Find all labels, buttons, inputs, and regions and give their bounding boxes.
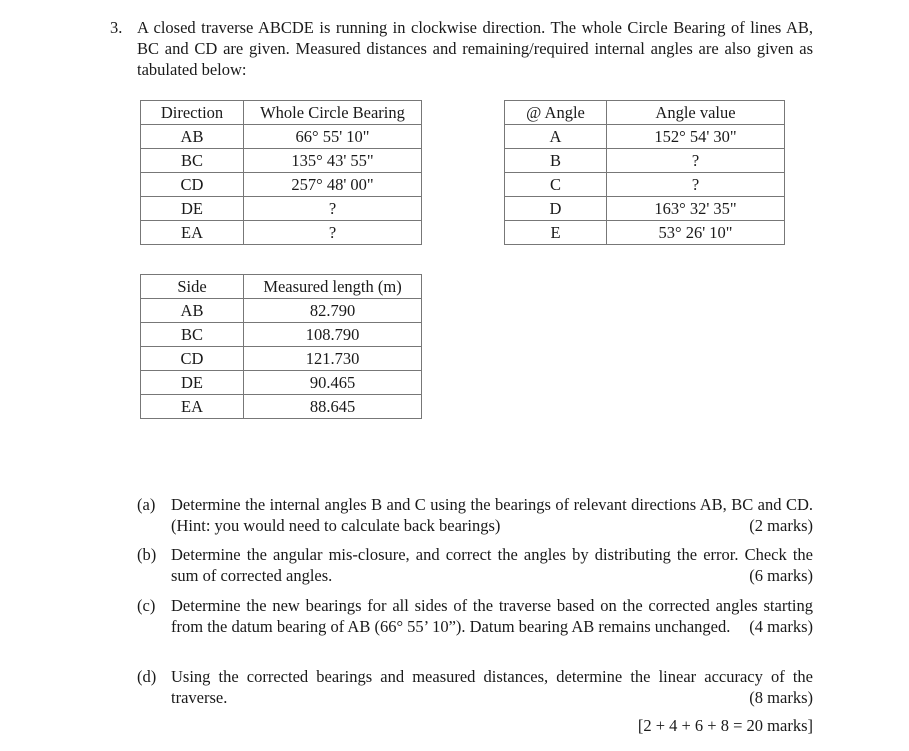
table-cell: 152° 54' 30" — [607, 125, 785, 149]
column-header: @ Angle — [505, 101, 607, 125]
table-cell: E — [505, 221, 607, 245]
table-cell: A — [505, 125, 607, 149]
table-row — [505, 173, 785, 197]
table-cell: ? — [244, 221, 422, 245]
table-cell: 108.790 — [244, 323, 422, 347]
part-label: (c) — [137, 596, 156, 615]
part-text: Using the corrected bearings and measured distances, determine the linear accuracy of the traverse. — [171, 667, 813, 707]
table-cell: AB — [141, 299, 244, 323]
table-cell: ? — [244, 197, 422, 221]
table-cell: 135° 43' 55" — [244, 149, 422, 173]
part-text-block — [171, 544, 813, 586]
table-row — [141, 221, 422, 245]
table-row — [141, 371, 422, 395]
table-cell: CD — [141, 173, 244, 197]
part-label: (d) — [137, 667, 157, 686]
table-row — [141, 347, 422, 371]
table-cell: 90.465 — [244, 371, 422, 395]
angle-table — [504, 100, 785, 245]
table-cell: 82.790 — [244, 299, 422, 323]
part-text: Determine the new bearings for all sides of the traverse based on the corrected angles starting from the datum bearing of AB (66° 55’ 10”). Datum bearing AB remains unchanged. — [171, 596, 813, 636]
column-header: Side — [141, 275, 244, 299]
table-cell: ? — [607, 149, 785, 173]
part-label: (a) — [137, 495, 156, 514]
table-cell: BC — [141, 149, 244, 173]
table-cell: BC — [141, 323, 244, 347]
table-row — [141, 125, 422, 149]
table-row — [141, 299, 422, 323]
column-header: Whole Circle Bearing — [244, 101, 422, 125]
table-cell: ? — [607, 173, 785, 197]
part-marks: (8 marks) — [749, 688, 813, 707]
part-marks: (4 marks) — [749, 617, 813, 636]
part-text: Determine the angular mis-closure, and correct the angles by distributing the error. Check the sum of corrected angles. — [171, 545, 813, 585]
bearing-table — [140, 100, 422, 245]
table-row — [505, 125, 785, 149]
table-cell: DE — [141, 371, 244, 395]
table-cell: 66° 55' 10" — [244, 125, 422, 149]
table-cell: 88.645 — [244, 395, 422, 419]
length-table — [140, 274, 422, 419]
part-text-block — [171, 595, 813, 637]
part-text: Determine the internal angles B and C using the bearings of relevant directions AB, BC and CD. (Hint: you would need to calculate back bearings) — [171, 495, 813, 535]
table-row — [141, 149, 422, 173]
table-header-row — [141, 275, 422, 299]
table-cell: AB — [141, 125, 244, 149]
table-row — [505, 197, 785, 221]
total-marks: [2 + 4 + 6 + 8 = 20 marks] — [637, 716, 813, 735]
column-header: Direction — [141, 101, 244, 125]
table-cell: EA — [141, 395, 244, 419]
table-cell: B — [505, 149, 607, 173]
table-row — [141, 323, 422, 347]
table-cell: 163° 32' 35" — [607, 197, 785, 221]
table-row — [141, 395, 422, 419]
part-label: (b) — [137, 545, 157, 564]
column-header: Angle value — [607, 101, 785, 125]
question-number: 3. — [110, 18, 123, 37]
table-row — [505, 221, 785, 245]
table-cell: DE — [141, 197, 244, 221]
table-header-row — [505, 101, 785, 125]
part-marks: (6 marks) — [749, 566, 813, 585]
table-row — [505, 149, 785, 173]
table-row — [141, 197, 422, 221]
table-cell: 121.730 — [244, 347, 422, 371]
table-cell: CD — [141, 347, 244, 371]
table-cell: 257° 48' 00" — [244, 173, 422, 197]
part-marks: (2 marks) — [749, 516, 813, 535]
table-cell: EA — [141, 221, 244, 245]
table-cell: C — [505, 173, 607, 197]
table-header-row — [141, 101, 422, 125]
table-cell: 53° 26' 10" — [607, 221, 785, 245]
table-row — [141, 173, 422, 197]
column-header: Measured length (m) — [244, 275, 422, 299]
question-intro: A closed traverse ABCDE is running in clockwise direction. The whole Circle Bearing of lines AB, BC and CD are given. Measured distances and remaining/required internal angles are also given as tabulated below: — [137, 18, 813, 79]
part-text-block — [171, 494, 813, 536]
table-cell: D — [505, 197, 607, 221]
part-text-block — [171, 666, 813, 708]
